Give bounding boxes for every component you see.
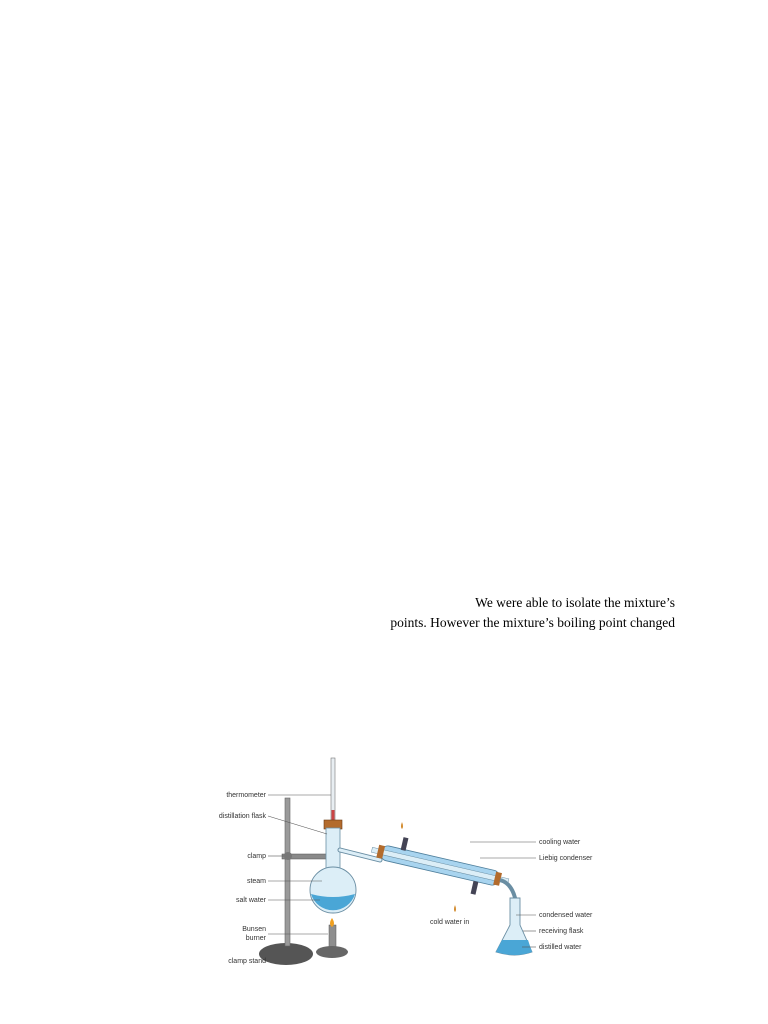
label-cold-water-in: cold water in xyxy=(430,919,470,926)
text-line-2: points. However the mixture’s boiling point changed xyxy=(390,615,675,630)
paragraph-fragment xyxy=(300,593,675,633)
text-line-1: We were able to isolate the mixture’s xyxy=(475,595,675,610)
bunsen-burner-tube xyxy=(329,925,336,949)
clamp-stand-rod xyxy=(285,798,290,946)
label-clamp: clamp xyxy=(247,853,266,860)
liebig-condenser xyxy=(367,831,512,901)
cold-water-drop xyxy=(454,905,456,912)
label-burner: burner xyxy=(245,935,266,942)
flask-neck xyxy=(326,828,340,868)
label-salt-water: salt water xyxy=(236,897,266,904)
distillation-apparatus-illustration xyxy=(180,750,620,980)
label-bunsen: Bunsen xyxy=(242,926,266,933)
label-liebig-condenser: Liebig condenser xyxy=(539,855,593,862)
distillation-diagram xyxy=(180,750,620,980)
label-receiving-flask: receiving flask xyxy=(539,928,584,935)
distilled-water-liquid xyxy=(496,940,532,955)
label-distillation-flask: distillation flask xyxy=(218,813,266,820)
label-condensed-water: condensed water xyxy=(539,912,593,919)
cooling-water-drop xyxy=(401,822,403,829)
label-thermometer: thermometer xyxy=(226,792,266,799)
bunsen-burner-base xyxy=(316,946,348,958)
label-cooling-water: cooling water xyxy=(539,839,581,846)
clamp-knob xyxy=(284,852,292,860)
label-steam: steam xyxy=(246,878,266,885)
label-distilled-water: distilled water xyxy=(539,944,582,951)
right-leader-lines xyxy=(470,842,536,947)
label-clamp-stand: clamp stand xyxy=(228,958,266,965)
